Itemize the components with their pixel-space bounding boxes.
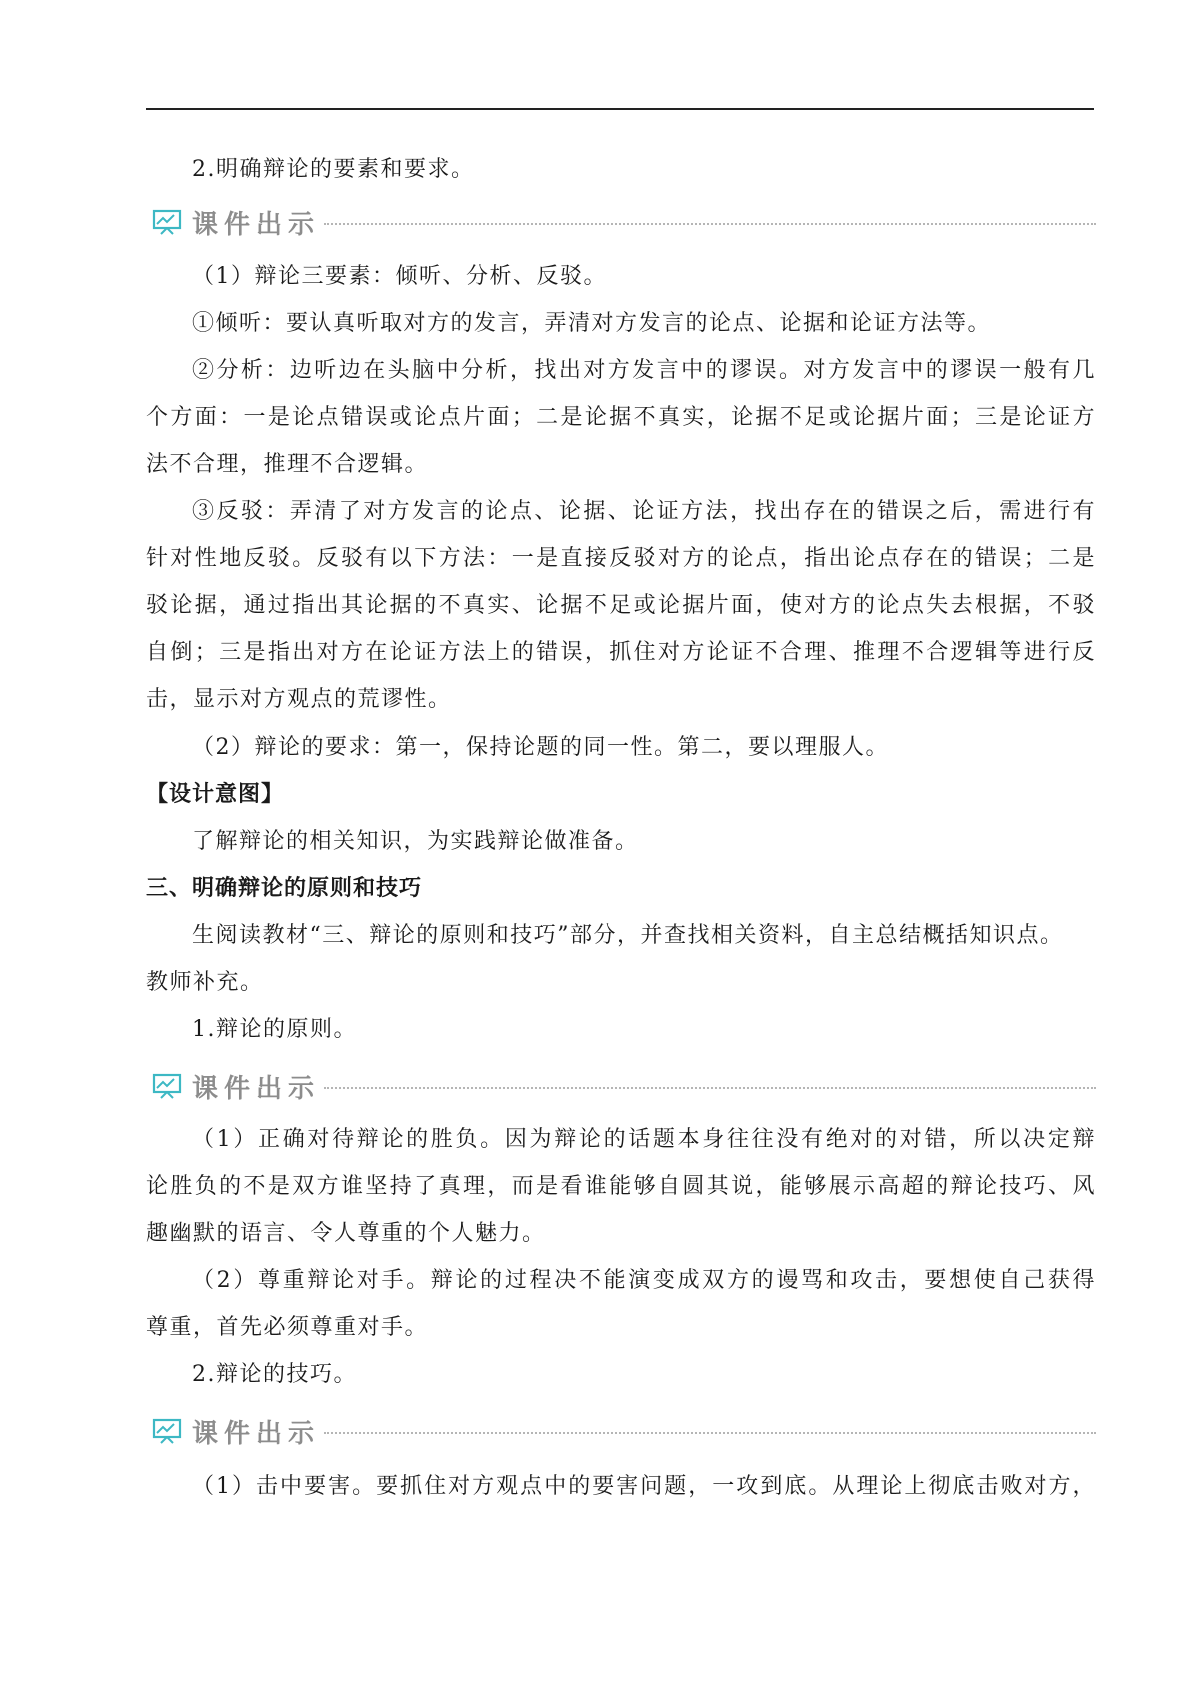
paragraph: 法不合理，推理不合逻辑。	[146, 452, 429, 477]
dotted-divider	[324, 1087, 1096, 1089]
courseware-banner	[152, 1414, 1096, 1448]
paragraph: （1）辩论三要素：倾听、分析、反驳。	[192, 264, 607, 289]
header-rule	[146, 108, 1094, 110]
paragraph: 个方面：一是论点错误或论点片面；二是论据不真实，论据不足或论据片面；三是论证方	[146, 405, 1096, 430]
paragraph: ①倾听：要认真听取对方的发言，弄清对方发言的论点、论据和论证方法等。	[192, 311, 992, 336]
paragraph: （2）尊重辩论对手。辩论的过程决不能演变成双方的谩骂和攻击，要想使自己获得	[192, 1268, 1096, 1293]
paragraph: 论胜负的不是双方谁坚持了真理，而是看谁能够自圆其说，能够展示高超的辩论技巧、风	[146, 1174, 1096, 1199]
paragraph: （1）击中要害。要抓住对方观点中的要害问题，一攻到底。从理论上彻底击败对方，	[192, 1474, 1096, 1499]
paragraph: 自倒；三是指出对方在论证方法上的错误，抓住对方论证不合理、推理不合逻辑等进行反	[146, 640, 1096, 665]
paragraph: 击，显示对方观点的荒谬性。	[146, 687, 452, 712]
paragraph: （2）辩论的要求：第一，保持论题的同一性。第二，要以理服人。	[192, 735, 889, 760]
step-heading: 2.辩论的技巧。	[192, 1362, 357, 1387]
paragraph: ②分析：边听边在头脑中分析，找出对方发言中的谬误。对方发言中的谬误一般有几	[192, 358, 1096, 383]
paragraph: 生阅读教材“三、辩论的原则和技巧”部分，并查找相关资料，自主总结概括知识点。	[192, 923, 1064, 948]
dotted-divider	[324, 1432, 1096, 1434]
presentation-board-icon	[152, 1073, 182, 1099]
banner-label: 课件出示	[192, 1418, 321, 1449]
paragraph: 了解辩论的相关知识，为实践辩论做准备。	[192, 829, 639, 854]
dotted-divider	[324, 223, 1096, 225]
paragraph: 尊重，首先必须尊重对手。	[146, 1315, 429, 1340]
paragraph: 驳论据，通过指出其论据的不真实、论据不足或论据片面，使对方的论点失去根据，不驳	[146, 593, 1096, 618]
paragraph: 教师补充。	[146, 970, 264, 995]
section-label: 【设计意图】	[146, 782, 285, 807]
banner-label: 课件出示	[192, 209, 321, 240]
banner-label: 课件出示	[192, 1073, 321, 1104]
paragraph: ③反驳：弄清了对方发言的论点、论据、论证方法，找出存在的错误之后，需进行有	[192, 499, 1096, 524]
paragraph: 针对性地反驳。反驳有以下方法：一是直接反驳对方的论点，指出论点存在的错误；二是	[146, 546, 1096, 571]
step-heading: 1.辩论的原则。	[192, 1017, 357, 1042]
courseware-banner	[152, 205, 1096, 239]
step-heading: 2.明确辩论的要素和要求。	[192, 157, 475, 182]
courseware-banner	[152, 1069, 1096, 1103]
section-heading: 三、明确辩论的原则和技巧	[146, 876, 423, 901]
presentation-board-icon	[152, 1418, 182, 1444]
paragraph: （1）正确对待辩论的胜负。因为辩论的话题本身往往没有绝对的对错，所以决定辩	[192, 1127, 1096, 1152]
paragraph: 趣幽默的语言、令人尊重的个人魅力。	[146, 1221, 546, 1246]
presentation-board-icon	[152, 209, 182, 235]
